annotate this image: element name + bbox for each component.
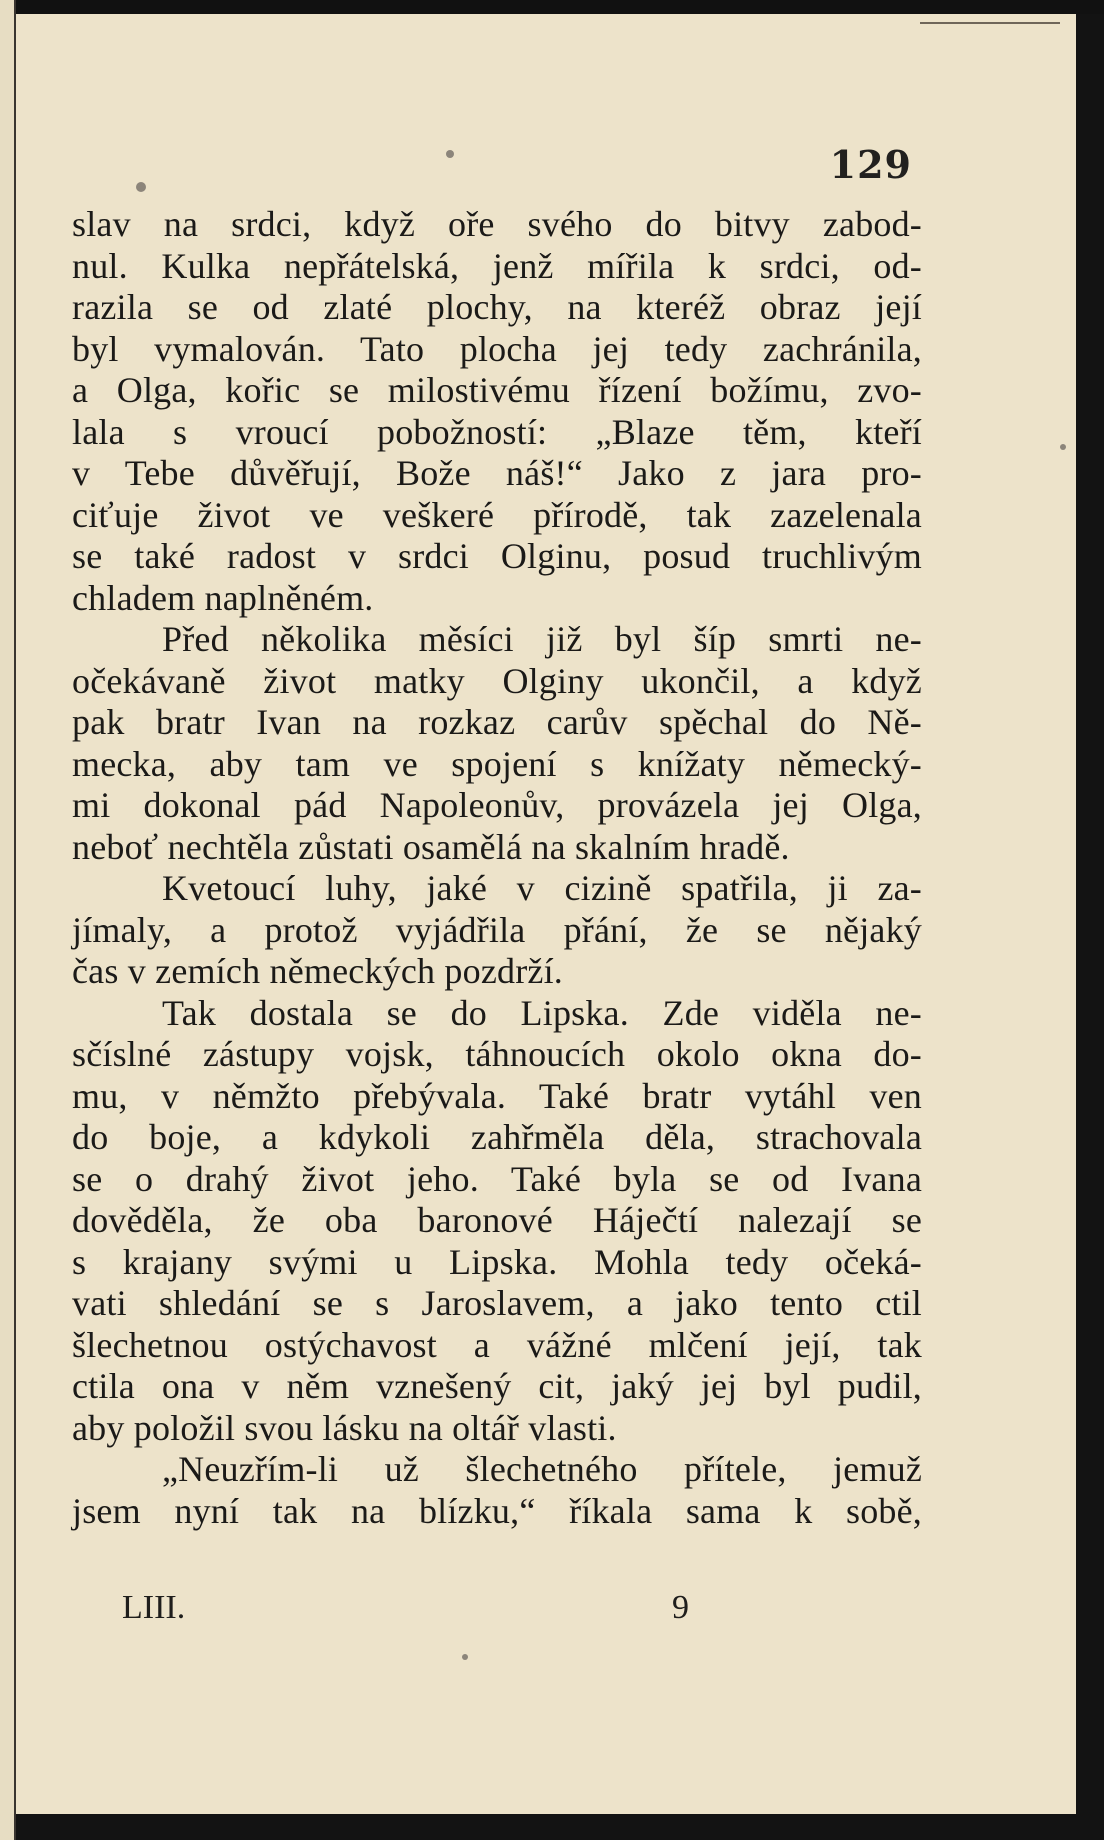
text-line: šlechetnou ostýchavost a vážné mlčení její, tak <box>72 1324 922 1365</box>
text-line: se o drahý život jeho. Také byla se od Ivana <box>72 1158 922 1199</box>
text-line: aby položil svou lásku na oltář vlasti. <box>72 1407 617 1448</box>
text-line: dověděla, že oba baronové Háječtí nalezají se <box>72 1200 922 1240</box>
text-line: očekávaně život matky Olginy ukončil, a když <box>72 660 922 701</box>
ink-speck <box>446 150 454 158</box>
text-line: pak bratr Ivan na rozkaz carův spěchal do Ně- <box>72 702 922 742</box>
text-line: slav na srdci, když oře svého do bitvy zabod- <box>72 204 922 244</box>
text-line: vati shledání se s Jaroslavem, a jako tento ctil <box>72 1283 922 1323</box>
text-line: byl vymalován. Tato plocha jej tedy zachránila, <box>72 328 922 369</box>
sheet-number: 9 <box>672 1589 689 1626</box>
body-text <box>72 204 922 1532</box>
book-spine-edge <box>0 0 16 1840</box>
text-line: jsem nyní tak na blízku,“ říkala sama k sobě, <box>72 1490 922 1531</box>
page-number: 129 <box>829 142 912 187</box>
text-line: s krajany svými u Lipska. Mohla tedy očeká- <box>72 1241 922 1282</box>
ink-speck <box>462 1654 468 1660</box>
text-line: čas v zemích německých pozdrží. <box>72 951 563 991</box>
text-line: nul. Kulka nepřátelská, jenž mířila k srdci, od- <box>72 245 922 286</box>
text-line: se také radost v srdci Olginu, posud truchlivým <box>72 536 922 576</box>
text-line: neboť nechtěla zůstati osamělá na skalním hradě. <box>72 826 790 867</box>
scan-border-top <box>0 0 1104 14</box>
signature-mark: LIII. <box>122 1589 186 1626</box>
text-line: Tak dostala se do Lipska. Zde viděla ne- <box>162 992 922 1033</box>
text-line: mi dokonal pád Napoleonův, provázela jej Olga, <box>72 785 922 825</box>
text-line: „Neuzřím-li už šlechetného přítele, jemuž <box>162 1449 922 1489</box>
text-line: jímaly, a protož vyjádřila přání, že se nějaký <box>72 909 922 950</box>
text-line: ciťuje život ve veškeré přírodě, tak zazelenala <box>72 494 922 535</box>
text-line: lala s vroucí pobožností: „Blaze těm, kteří <box>72 411 922 452</box>
text-line: sčíslné zástupy vojsk, táhnoucích okolo okna do- <box>72 1034 922 1074</box>
text-line: Před několika měsíci již byl šíp smrti ne- <box>162 619 922 659</box>
text-line: mu, v němžto přebývala. Také bratr vytáhl ven <box>72 1075 922 1116</box>
text-line: mecka, aby tam ve spojení s knížaty německý- <box>72 743 922 784</box>
top-rule <box>920 22 1060 24</box>
text-line: a Olga, kořic se milostivému řízení božímu, zvo- <box>72 370 922 410</box>
book-page <box>16 14 1076 1814</box>
text-line: v Tebe důvěřují, Bože náš!“ Jako z jara pro- <box>72 453 922 493</box>
ink-speck <box>136 182 146 192</box>
text-line: Kvetoucí luhy, jaké v cizině spatřila, ji za- <box>162 868 922 908</box>
text-line: do boje, a kdykoli zahřměla děla, strachovala <box>72 1117 922 1157</box>
text-line: razila se od zlaté plochy, na kteréž obraz její <box>72 287 922 327</box>
ink-speck <box>1060 444 1066 450</box>
text-line: ctila ona v něm vznešený cit, jaký jej byl pudil, <box>72 1366 922 1406</box>
text-line: chladem naplněném. <box>72 577 374 618</box>
